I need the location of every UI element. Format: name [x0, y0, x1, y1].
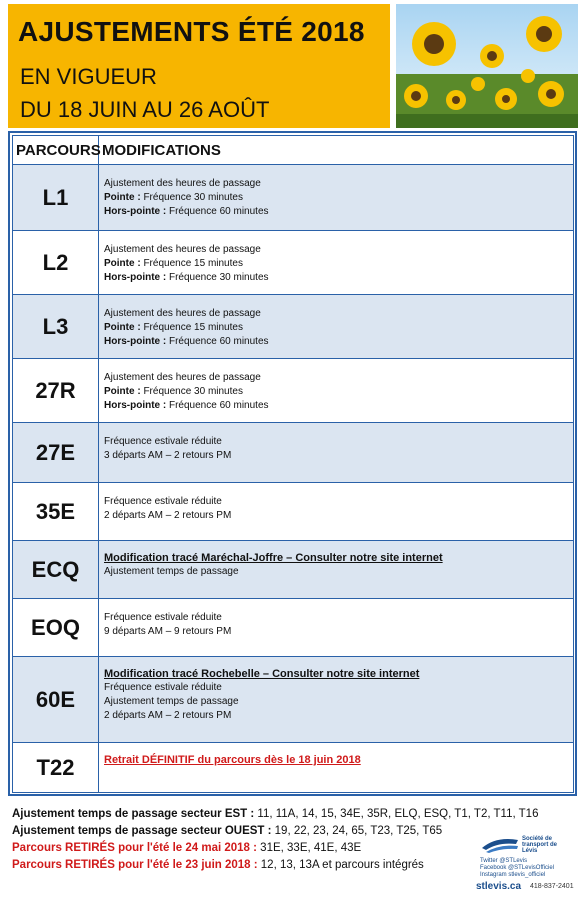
modification-line	[104, 399, 568, 413]
route-modifications	[99, 483, 574, 541]
instagram-link[interactable]: Instagram stlevis_officiel	[480, 872, 546, 878]
modification-text: Fréquence 30 minutes	[140, 192, 243, 203]
route-modifications	[99, 657, 574, 743]
modification-line	[104, 695, 568, 709]
modification-text: Fréquence estivale réduite	[104, 682, 222, 693]
effective-dates: DU 18 JUIN AU 26 AOÛT	[20, 97, 270, 122]
modification-line	[104, 321, 568, 335]
modification-text: Fréquence 15 minutes	[140, 322, 243, 333]
effective-label: EN VIGUEUR	[20, 64, 157, 89]
table-row	[13, 295, 574, 359]
modification-line	[104, 625, 568, 639]
route-code: ECQ	[13, 541, 99, 599]
modification-line	[104, 307, 568, 321]
modification-line	[104, 257, 568, 271]
route-modifications	[99, 541, 574, 599]
modification-text: Fréquence estivale réduite	[104, 496, 222, 507]
modification-text: Fréquence estivale réduite	[104, 436, 222, 447]
route-modifications	[99, 423, 574, 483]
modification-text: Ajustement des heures de passage	[104, 308, 261, 319]
modification-line	[104, 435, 568, 449]
modification-text: 9 départs AM – 9 retours PM	[104, 626, 232, 637]
modification-text: Fréquence 60 minutes	[166, 206, 269, 217]
modification-line	[104, 335, 568, 349]
modification-line	[104, 177, 568, 191]
period-label: Pointe :	[104, 258, 141, 269]
title-banner	[8, 4, 390, 128]
modification-text: Fréquence 60 minutes	[166, 400, 269, 411]
route-code: T22	[13, 743, 99, 793]
modification-line	[104, 509, 568, 523]
sunflower-photo	[396, 4, 578, 128]
route-code: 35E	[13, 483, 99, 541]
modification-text: Fréquence 30 minutes	[166, 272, 269, 283]
modification-line	[104, 191, 568, 205]
period-label: Hors-pointe :	[104, 272, 167, 283]
modification-text: Fréquence estivale réduite	[104, 612, 222, 623]
stlevis-brand	[476, 836, 580, 902]
modification-line	[104, 243, 568, 257]
route-code: EOQ	[13, 599, 99, 657]
route-code: L2	[13, 231, 99, 295]
modification-text: Ajustement des heures de passage	[104, 178, 261, 189]
period-label: Pointe :	[104, 386, 141, 397]
table-row	[13, 483, 574, 541]
ouest-note: Ajustement temps de passage secteur OUEST : 19, 22, 23, 24, 65, T23, T25, T65	[12, 825, 443, 837]
facebook-link[interactable]: Facebook @STLevisOfficiel	[480, 865, 555, 871]
twitter-link[interactable]: Twitter @STLevis	[480, 858, 528, 864]
stl-logo-icon	[480, 836, 520, 854]
phone-number: 418-837-2401	[530, 883, 574, 890]
period-label: Hors-pointe :	[104, 206, 167, 217]
route-modifications	[99, 165, 574, 231]
route-modifications	[99, 743, 574, 793]
route-code: 27E	[13, 423, 99, 483]
retires-juin-note: Parcours RETIRÉS pour l'été le 23 juin 2018 : 12, 13, 13A et parcours intégrés	[12, 859, 424, 871]
modification-line	[104, 681, 568, 695]
modification-line	[104, 271, 568, 285]
page-title: AJUSTEMENTS ÉTÉ 2018	[18, 16, 365, 47]
period-label: Hors-pointe :	[104, 400, 167, 411]
modification-text: 3 départs AM – 2 retours PM	[104, 450, 232, 461]
modification-text: 2 départs AM – 2 retours PM	[104, 710, 232, 721]
period-label: Pointe :	[104, 322, 141, 333]
social-links	[480, 858, 554, 879]
modification-line	[104, 449, 568, 463]
modification-text: Ajustement temps de passage	[104, 696, 239, 707]
table-row	[13, 657, 574, 743]
modification-text: Ajustement des heures de passage	[104, 372, 261, 383]
withdrawal-notice[interactable]: Retrait DÉFINITIF du parcours dès le 18 juin 2018	[104, 754, 361, 766]
route-code: 60E	[13, 657, 99, 743]
modification-text: Fréquence 60 minutes	[166, 336, 269, 347]
modification-line	[104, 205, 568, 219]
route-code: L1	[13, 165, 99, 231]
period-label: Pointe :	[104, 192, 141, 203]
modification-text: Ajustement des heures de passage	[104, 244, 261, 255]
est-note: Ajustement temps de passage secteur EST : 11, 11A, 14, 15, 34E, 35R, ELQ, ESQ, T1, T2, T11, T16	[12, 808, 539, 820]
table-row	[13, 743, 574, 793]
modification-text: Fréquence 30 minutes	[140, 386, 243, 397]
route-modifications	[99, 231, 574, 295]
table-row	[13, 599, 574, 657]
modification-line	[104, 611, 568, 625]
col-header-modifications: MODIFICATIONS	[99, 136, 574, 165]
route-code: 27R	[13, 359, 99, 423]
modifications-table	[12, 135, 574, 793]
table-row	[13, 359, 574, 423]
website-notice-link[interactable]: Modification tracé Maréchal-Joffre – Consulter notre site internet	[104, 552, 443, 564]
brand-name: Société de transport de Lévis	[522, 836, 558, 854]
table-row	[13, 165, 574, 231]
website-link[interactable]: stlevis.ca	[476, 881, 522, 892]
route-modifications	[99, 359, 574, 423]
route-code: L3	[13, 295, 99, 359]
retires-mai-note: Parcours RETIRÉS pour l'été le 24 mai 2018 : 31E, 33E, 41E, 43E	[12, 842, 362, 854]
route-modifications	[99, 295, 574, 359]
website-notice-link[interactable]: Modification tracé Rochebelle – Consulter notre site internet	[104, 668, 420, 680]
modification-line	[104, 565, 568, 579]
modification-line	[104, 385, 568, 399]
modification-text: 2 départs AM – 2 retours PM	[104, 510, 232, 521]
modification-line	[104, 495, 568, 509]
modification-line	[104, 709, 568, 723]
col-header-route: PARCOURS	[13, 136, 99, 165]
modification-text: Ajustement temps de passage	[104, 566, 239, 577]
table-row	[13, 541, 574, 599]
footer-notes	[12, 806, 538, 874]
route-modifications	[99, 599, 574, 657]
table-row	[13, 231, 574, 295]
table-row	[13, 423, 574, 483]
period-label: Hors-pointe :	[104, 336, 167, 347]
modification-line	[104, 371, 568, 385]
modification-text: Fréquence 15 minutes	[140, 258, 243, 269]
